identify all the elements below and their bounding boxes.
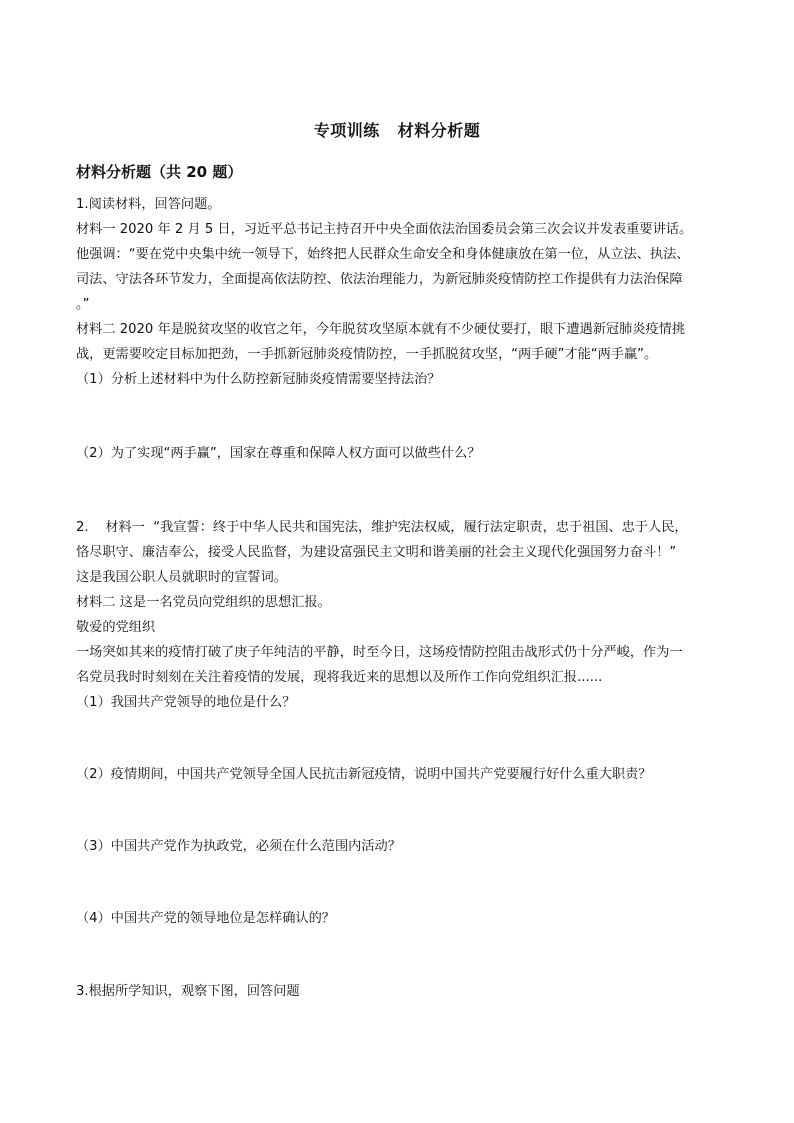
question-2-sub-2: （2）疫情期间，中国共产党领导全国人民抗击新冠疫情，说明中国共产党要履行好什么重大职责？ bbox=[76, 767, 652, 782]
question-2-material-2-line: 敬爱的党组织 bbox=[76, 620, 156, 635]
question-2-material-2-line: 材料二 这是一名党员向党组织的思想汇报。 bbox=[76, 595, 331, 610]
answer-space bbox=[76, 392, 718, 441]
question-3 bbox=[76, 979, 718, 1004]
question-1-material-2-line: 战，更需要咬定目标加把劲，一手抓新冠肺炎疫情防控，一手抓脱贫攻坚，“两手硬”才能“两手赢”。 bbox=[76, 347, 658, 362]
question-1-sub-1: （1）分析上述材料中为什么防控新冠肺炎疫情需要坚持法治？ bbox=[76, 372, 441, 387]
question-2-sub-4: （4）中国共产党的领导地位是怎样确认的？ bbox=[76, 911, 335, 926]
question-2-sub-3: （3）中国共产党作为执政党，必须在什么范围内活动？ bbox=[76, 839, 401, 854]
page-title bbox=[0, 118, 794, 141]
question-2-material-2-line: 名党员我时时刻刻在关注着疫情的发展，现将我近来的思想以及所作工作向党组织汇报...... bbox=[76, 670, 603, 685]
question-1-material-1-line: 材料一 2020 年 2 月 5 日，习近平总书记主持召开中央全面依法治国委员会第三次会议并发表重要讲话。 bbox=[76, 222, 693, 237]
section-heading: 材料分析题（共 20 题） bbox=[76, 163, 243, 181]
question-2-material-1-line: 这是我国公职人员就职时的宣誓词。 bbox=[76, 570, 287, 585]
answer-space bbox=[76, 859, 718, 906]
question-1-material-2-line: 材料二 2020 年是脱贫攻坚的收官之年，今年脱贫攻坚原本就有不少硬仗要打，眼下遭遇新冠肺炎疫情挑 bbox=[76, 322, 686, 337]
title-part1: 专项训练 bbox=[313, 121, 380, 140]
question-1 bbox=[76, 192, 718, 515]
title-part2: 材料分析题 bbox=[397, 121, 481, 140]
question-1-material-1-line: 。” bbox=[76, 297, 90, 312]
question-1-material-1-line: 司法、守法各环节发力，全面提高依法防控、依法治理能力，为新冠肺炎疫情防控工作提供有力法治保障 bbox=[76, 272, 683, 287]
question-1-intro: 1.阅读材料，回答问题。 bbox=[76, 197, 221, 212]
answer-space bbox=[76, 466, 718, 515]
questions-body bbox=[76, 192, 718, 1004]
question-3-intro: 3.根据所学知识，观察下图，回答问题 bbox=[76, 984, 300, 999]
question-2-material-1-line: 恪尽职守、廉洁奉公，接受人民监督，为建设富强民主文明和谐美丽的社会主义现代化强国努力奋斗！” bbox=[76, 545, 677, 560]
answer-space bbox=[76, 931, 718, 979]
question-2-sub-1: （1）我国共产党领导的地位是什么？ bbox=[76, 695, 296, 710]
question-2-material-2-line: 一场突如其来的疫情打破了庚子年纯洁的平静，时至今日，这场疫情防控阻击战形式仍十分严峻，作为一 bbox=[76, 645, 683, 660]
answer-space bbox=[76, 715, 718, 762]
question-2-material-1-line: 2. 材料一 “我宣誓：终于中华人民共和国宪法，维护宪法权威，履行法定职责，忠于祖国、忠于人民， bbox=[76, 520, 688, 535]
answer-space bbox=[76, 787, 718, 834]
question-1-material-1-line: 他强调：“要在党中央集中统一领导下，始终把人民群众生命安全和身体健康放在第一位，从立法、执法、 bbox=[76, 247, 690, 262]
question-1-sub-2: （2）为了实现“两手赢”，国家在尊重和保障人权方面可以做些什么？ bbox=[76, 446, 481, 461]
question-2 bbox=[76, 515, 718, 979]
